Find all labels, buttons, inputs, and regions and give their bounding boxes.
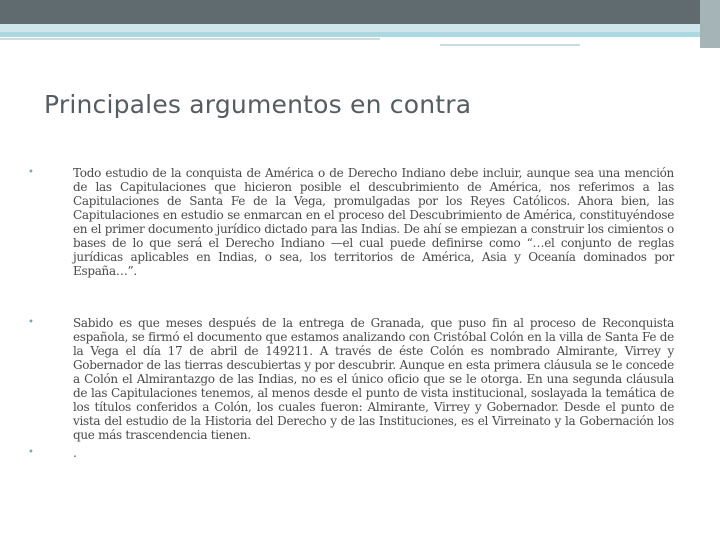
bullet-item-2: [28, 316, 674, 442]
header-divider-right: [440, 44, 580, 46]
header-corner-block: [700, 0, 720, 48]
bullet-icon: •: [28, 317, 34, 328]
bullet-text-2: Sabido es que meses después de la entrega de Granada, que puso fin al proceso de Reconquista española, se firmó el documento que estamos analizando con Cristóbal Colón en la villa de Santa Fe de la Vega el día 17 de abril de 149211. A través de éste Colón es nombrado Almirante, Virrey y Gobernador de las tierras descubiertas y por descubrir. Aunque en esta primera cláusula se le concede a Colón el Almirantazgo de las Indias, no es el único oficio que se le otorga. En una segunda cláusula de las Capitulaciones tenemos, al menos desde el punto de vista institucional, soslayada la temática de los títulos conferidos a Colón, los cuales fueron: Almirante, Virrey y Gobernador. Desde el punto de vista del estudio de la Historia del Derecho y de las Instituciones, es el Virreinato y la Gobernación los que más trascendencia tienen.: [73, 316, 674, 442]
bullet-item-1: [28, 166, 674, 278]
header-divider-left: [0, 38, 380, 40]
slide-body: [28, 166, 674, 460]
bullet-icon: •: [28, 167, 34, 178]
bullet-icon: •: [28, 447, 34, 458]
header-bar: [0, 0, 720, 24]
header-accent-stripe: [0, 32, 720, 37]
header-accent-band: [0, 24, 720, 32]
bullet-text-3: .: [73, 446, 77, 460]
bullet-text-1: Todo estudio de la conquista de América o de Derecho Indiano debe incluir, aunque sea una mención de las Capitulaciones que hicieron posible el descubrimiento de América, nos referimos a las Capitulaciones de Santa Fe de la Vega, promulgadas por los Reyes Católicos. Ahora bien, las Capitulaciones en estudio se enmarcan en el proceso del Descubrimiento de América, constituyéndose en el primer documento jurídico dictado para las Indias. De ahí se empiezan a construir los cimientos o bases de lo que será el Derecho Indiano —el cual puede definirse como “…el conjunto de reglas jurídicas aplicables en Indias, o sea, los territorios de América, Asia y Oceanía dominados por España…”.: [73, 166, 674, 278]
bullet-item-3: [28, 446, 674, 460]
slide-title: Principales argumentos en contra: [44, 90, 472, 119]
